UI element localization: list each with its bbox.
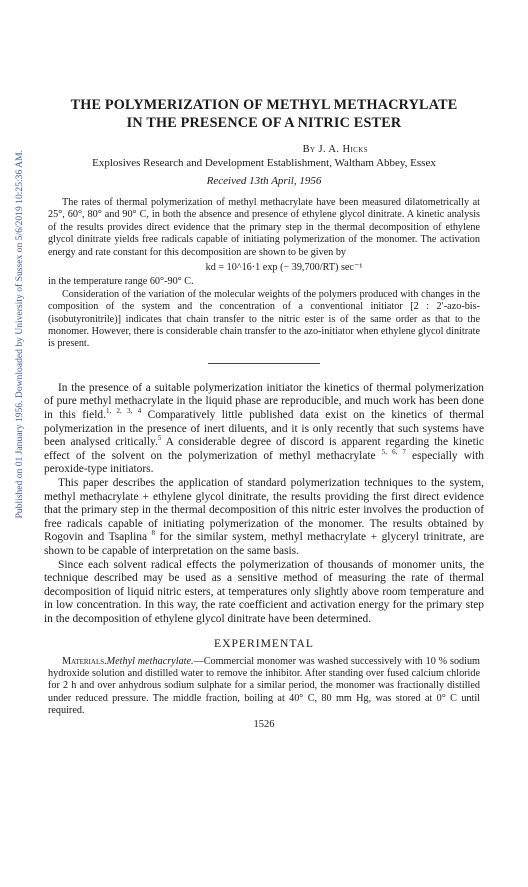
materials-label: Materials. [62, 655, 107, 667]
page-number: 1526 [253, 718, 275, 730]
body-paragraph-2 [44, 477, 484, 559]
article-title [44, 96, 484, 132]
body-p1-text-d: especially with peroxide-type initiators. [44, 449, 485, 476]
reference-superscript: 5, 6, 7 [381, 448, 406, 457]
reference-superscript: 1, 2, 3, 4 [105, 407, 142, 416]
body-p2-text-a: This paper describes the application of standard polymerization techniques to the system, methyl methacrylate + ethylene glycol dinitrate, the results providing the first direct evidence that the primary step in the thermal decomposition of this nitric ester involves the production of free radicals capable of initiating polymerization of the monomer. The results obtained by Rogovin and Tsaplina [44, 477, 484, 544]
title-line-2: IN THE PRESENCE OF A NITRIC ESTER [126, 115, 402, 131]
body-p1-text-b: Comparatively little published data exist on the kinetics of thermal polymerization in the presence of inert diluents, and it is only recently that such systems have been analysed critically. [44, 409, 485, 449]
section-heading-experimental: EXPERIMENTAL [214, 636, 314, 650]
materials-subheading: Methyl methacrylate. [106, 655, 194, 667]
body-paragraph-1 [44, 382, 484, 477]
materials-section [44, 656, 484, 718]
body-p1-text-c: A considerable degree of discord is apparent regarding the kinetic effect of the solvent on the polymerization of methyl methacrylate [44, 436, 484, 462]
title-line-1: THE POLYMERIZATION OF METHYL METHACRYLATE [70, 97, 458, 113]
abstract-paragraph-1: The rates of thermal polymerization of methyl methacrylate have been measured dilatometrically at 25°, 60°, 80° and 90° C, in both the absence and presence of ethylene glycol dinitrate. A kinetic analysis of the results provides direct evidence that the primary step in the thermal decomposition of ethylene glycol dinitrate yields free radicals capable of initiating polymerization of the monomer. The activation energy and rate constant for this decomposition are shown to be given by [48, 197, 480, 258]
materials-paragraph [48, 656, 480, 718]
author: By J. A. Hicks [302, 144, 368, 155]
body-paragraph-3: Since each solvent radical effects the polymerization of thousands of monomer units, the technique described may be used as a sensitive method of measuring the rate of thermal decomposition of liquid nitric esters, at temperatures only slightly above room temperature and in low concentration. In this way, the rate coefficient and activation energy for the primary step in the decomposition of ethylene glycol dinitrate have been determined. [44, 558, 484, 625]
received-value: 13th April, 1956 [249, 175, 322, 187]
download-watermark [2, 150, 25, 550]
affiliation: Explosives Research and Development Establishment, Waltham Abbey, Essex [92, 157, 436, 169]
article-page [44, 96, 484, 730]
abstract-paragraph-2: in the temperature range 60°-90° C. [48, 276, 194, 288]
body-p2-text-b: for the similar system, methyl methacrylate + glyceryl trinitrate, are shown to be capable of interpretation on the same basis. [44, 531, 484, 557]
body-p1-text-a: In the presence of a suitable polymerization initiator the kinetics of thermal polymerization of pure methyl methacrylate in the liquid phase are reproducible, and much work has been done in this field. [44, 381, 484, 422]
materials-text: —Commercial monomer was washed successively with 10 % sodium hydroxide solution and distilled water to remove the inhibitor. After standing over fused calcium chloride for 2 h and over anhydrous sodium sulphate for a similar period, the monomer was fractionally distilled under reduced pressure. The middle fraction, boiling at 40° C, 80 mm Hg, was stored at 0° C until required. [48, 655, 480, 717]
received-date [44, 175, 484, 187]
download-watermark-text: Published on 01 January 1956. Downloaded by University of Sussex on 5/6/2019 10:25:36 AM. [14, 150, 25, 519]
reference-superscript: 8 [151, 529, 156, 538]
abstract [44, 197, 484, 351]
section-divider [208, 363, 320, 364]
article-body [44, 382, 484, 627]
received-prefix: Received [206, 175, 247, 187]
reference-superscript: 5 [157, 434, 162, 443]
abstract-paragraph-3: Consideration of the variation of the molecular weights of the polymers produced with changes in the composition of the system and the concentration of a conventional initiator [2 : 2′-azo-bis-(isobutyronitrile)] indicates that chain transfer to the nitric ester is of the same order as that to the monomer. However, there is considerable chain transfer to the azo-initiator when ethylene glycol dinitrate is present. [48, 288, 480, 350]
rate-equation: kd = 10^16·1 exp (− 39,700/RT) sec⁻¹ [205, 262, 363, 274]
